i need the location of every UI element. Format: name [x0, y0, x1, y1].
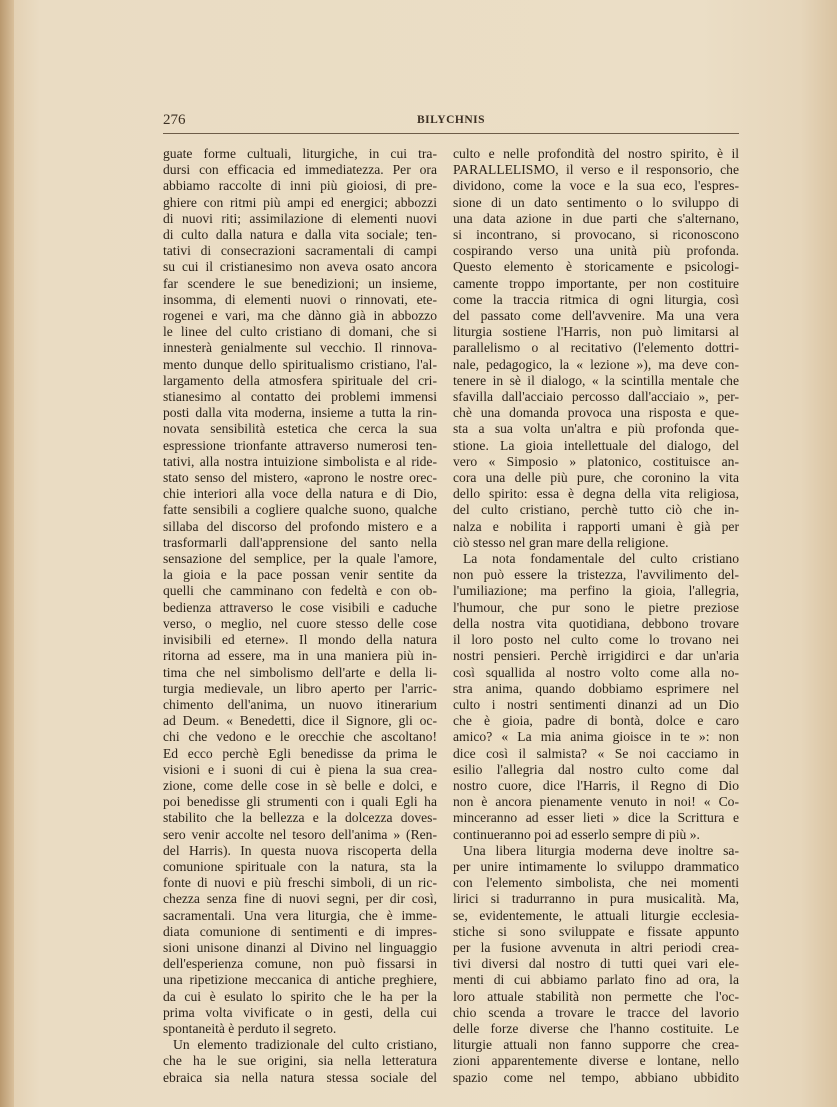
text-line: dice così il salmista? « Se noi cacciamo in [453, 745, 739, 761]
text-line: stato senso del mistero, «aprono le nostre orec- [163, 470, 437, 486]
text-line: guate forme cultuali, liturgiche, in cui tra- [163, 146, 437, 161]
text-line: insomma, di elementi nuovi o rinnovati, ete- [163, 291, 437, 307]
text-line: cospirando verso una unità più profonda. [453, 243, 739, 259]
text-line: bedienza attraverso le cose visibili e caduche [163, 599, 437, 615]
text-line: liturgie attuali non fanno supporre che crea- [453, 1037, 739, 1053]
text-line: poi benedisse gli strumenti con i quali Egli ha [163, 794, 437, 810]
text-line: l'umiliazione; ma perfino la gioia, l'allegria, [453, 583, 739, 599]
text-line: della nostra vita quotidiana, debbono trovare [453, 615, 739, 631]
text-line: nale, pedagogico, la « lezione »), ma deve con- [453, 356, 739, 372]
text-line: sacramentali. Una vera liturgia, che è imme- [163, 907, 437, 923]
text-line: dursi con efficacia ed immediatezza. Per ora [163, 162, 437, 178]
text-line: fonte di nuovi e più freschi simboli, di un ric- [163, 875, 437, 891]
text-line: così squallida al nostro volto come alla no- [453, 664, 739, 680]
text-line: una data azione in due parti che s'alternano, [453, 210, 739, 226]
text-line: una ripetizione meccanica di antiche preghiere, [163, 972, 437, 988]
text-line: liturgia sostiene l'Harris, non può limitarsi al [453, 324, 739, 340]
text-line: stra anima, quando dobbiamo esprimere nel [453, 680, 739, 696]
text-line: fatte sensibili a cogliere qualche suono, qualche [163, 502, 437, 518]
text-line: chè una domanda provoca una risposta e que- [453, 405, 739, 421]
text-line: dello spirito: essa è degna della vita religiosa, [453, 486, 739, 502]
text-line: culto i nostri sentimenti dinanzi ad un Dio [453, 696, 739, 712]
page-binding-edge [0, 0, 14, 1107]
text-line: ciò stesso nel gran mare della religione. [453, 534, 669, 550]
text-line: tativi, alla nostra intuizione simbolista e al ride- [163, 453, 437, 469]
text-line: spontaneità è perduto il segreto. [163, 1020, 337, 1036]
text-line: tima che nel simbolismo dell'arte e della li- [163, 664, 437, 680]
text-line: ghiere con ritmi più ampi ed energici; abbozzi [163, 194, 437, 210]
text-line: l'humour, che pur sono le pietre preziose [453, 599, 739, 615]
text-line: stiche si sono sviluppate e fissate appunto [453, 923, 739, 939]
text-line: di culto dalla natura e dalla vita sociale; ten- [163, 227, 437, 243]
text-line: cora una delle più pure, che coronino la vita [453, 470, 739, 486]
text-line: dell'esperienza comune, non può fissarsi in [163, 956, 437, 972]
text-line: parallelismo o al recitativo (l'elemento dottri- [453, 340, 739, 356]
header-rule [163, 133, 739, 134]
text-line: non può essere la tristezza, l'avvilimento del- [453, 567, 739, 583]
text-line: amico? « La mia anima gioisce in te »: non [453, 729, 739, 745]
text-line: culto e nelle profondità del nostro spirito, è il [453, 146, 739, 161]
left-text-column [163, 146, 437, 1086]
text-line: sillaba del discorso del profondo mistero e a [163, 518, 437, 534]
text-line: Un elemento tradizionale del culto cristiano, [173, 1037, 437, 1053]
text-line: espressione trionfante attraverso numerosi ten- [163, 437, 437, 453]
text-line: Ed ecco perchè Egli benedisse da prima le [163, 745, 437, 761]
text-line: PARALLELISMO, il verso e il responsorio, che [453, 162, 739, 178]
text-line: menti di cui abbiamo parlato fino ad ora, la [453, 972, 739, 988]
text-line: ad Deum. « Benedetti, dice il Signore, gli oc- [163, 713, 437, 729]
text-line: lirici si tradurranno in pura musicalità. Ma, [453, 891, 739, 907]
text-line: vero « Simposio » platonico, costituisce an- [453, 453, 739, 469]
page-number: 276 [163, 112, 186, 128]
text-line: che è gioia, padre di bontà, dolce e caro [453, 713, 739, 729]
text-line: turgia medievale, un libro aperto per l'arric- [163, 680, 437, 696]
text-line: diata comunione di sentimenti e di impres- [163, 923, 437, 939]
text-line: tativi di consecrazioni sacramentali di campi [163, 243, 437, 259]
text-line: del passato come dell'avvenire. Ma una vera [453, 308, 739, 324]
text-line: le linee del culto cristiano di domani, che si [163, 324, 437, 340]
text-line: innesterà genialmente sul vecchio. Il rinnova- [163, 340, 437, 356]
text-line: tenere in sè il dialogo, « la scintilla mentale che [453, 372, 739, 388]
text-line: sensazione del semplice, per la quale l'amore, [163, 551, 437, 567]
text-line: dividono, come la voce e la sua eco, l'espres- [453, 178, 739, 194]
text-line: si incontrano, si provocano, si riconoscono [453, 227, 739, 243]
text-line: non è ancora pienamente venuto in noi! « Co- [453, 794, 739, 810]
text-line: verso, o meglio, nel cuore stesso delle cose [163, 615, 437, 631]
text-line: zione, come delle cose in sè belle e dolci, e [163, 777, 437, 793]
text-line: tivi diversi dal nostro di tutti quei vari ele- [453, 956, 739, 972]
text-line: per unire intimamente lo sviluppo drammatico [453, 858, 739, 874]
page-header [163, 112, 739, 134]
text-line: sero venir accolte nel tesoro dell'anima » (Ren- [163, 826, 437, 842]
text-line: nostri pensieri. Perchè irrigidirci e dar un'aria [453, 648, 739, 664]
text-line: stabilito che la bellezza e la dolcezza doves- [163, 810, 437, 826]
text-line: novata sensibilità estetica che cerca la sua [163, 421, 437, 437]
text-line: minceranno ad esser lieti » dice la Scrittura e [453, 810, 739, 826]
text-line: ebraica sia nella natura stessa sociale del [163, 1069, 437, 1085]
text-line: del culto cristiano, perchè tutto ciò che in- [453, 502, 739, 518]
right-text-column [453, 146, 739, 1086]
text-line: trasformarli dall'apprensione del santo nella [163, 534, 437, 550]
text-line: il loro posto nel culto come lo trovano nei [453, 632, 739, 648]
text-line: come la traccia ritmica di ogni liturgia, così [453, 291, 739, 307]
text-line: La nota fondamentale del culto cristiano [463, 551, 739, 567]
text-line: sioni unisone dinanzi al Divino nel linguaggio [163, 939, 437, 955]
text-line: nalza e nobilita i rapporti umani è già per [453, 518, 739, 534]
text-line: che ha le sue origini, sia nella letteratura [163, 1053, 437, 1069]
text-line: su cui il cristianesimo non aveva osato ancora [163, 259, 437, 275]
text-line: posti dalla vita moderna, insieme a tutta la rin- [163, 405, 437, 421]
text-line: chezza senza fine di nuovi segni, per dir così, [163, 891, 437, 907]
text-line: del Harris). In questa nuova riscoperta della [163, 842, 437, 858]
text-line: chie interiori alla voce della natura e di Dio, [163, 486, 437, 502]
text-line: esilio l'allegria dal nostro culto come dal [453, 761, 739, 777]
text-line: far scendere le sue benedizioni; un insieme, [163, 275, 437, 291]
text-line: delle forze diverse che l'hanno costituite. Le [453, 1020, 739, 1036]
text-line: largamento della atmosfera spirituale del cri- [163, 372, 437, 388]
text-line: prima volta vivificate o in gesti, della cui [163, 1004, 437, 1020]
text-line: per la fusione avvenuta in altri periodi crea- [453, 939, 739, 955]
text-line: chi che vedono e le orecchie che ascoltano! [163, 729, 437, 745]
text-line: mento dunque dello spiritualismo cristiano, l'al- [163, 356, 437, 372]
text-line: nostro cuore, dice l'Harris, il Regno di Dio [453, 777, 739, 793]
text-line: zioni apparentemente diverse e lontane, nello [453, 1053, 739, 1069]
text-line: comunione spirituale con la natura, sta la [163, 858, 437, 874]
text-line: da cui è esulato lo spirito che le ha per la [163, 988, 437, 1004]
text-line: stianesimo al contatto dei problemi immensi [163, 389, 437, 405]
running-head: BILYCHNIS [417, 114, 485, 126]
text-line: se, evidentemente, le attuali liturgie ecclesia- [453, 907, 739, 923]
text-line: Una libera liturgia moderna deve inoltre sa- [463, 842, 739, 858]
text-line: Questo elemento è storicamente e psicologi- [453, 259, 739, 275]
text-line: rogenei e vari, ma che dànno già in abbozzo [163, 308, 437, 324]
text-line: continueranno poi ad esserlo sempre di più ». [453, 826, 700, 842]
text-line: visioni e i suoni di cui è piena la sua crea- [163, 761, 437, 777]
text-line: con l'elemento simbolista, che nei momenti [453, 875, 739, 891]
text-line: la gioia e la pace possan venir sentite da [163, 567, 437, 583]
text-line: invisibili ed eterne». Il mondo della natura [163, 632, 437, 648]
text-line: stione. La gioia intellettuale del dialogo, del [453, 437, 739, 453]
text-line: di nuovi riti; assimilazione di elementi nuovi [163, 210, 437, 226]
text-line: sfavilla dall'acciaio percosso dall'acciaio », per- [453, 389, 739, 405]
text-line: sta a sua volta un'altra e più profonda que- [453, 421, 739, 437]
text-line: ritorna ad essere, ma in una maniera più in- [163, 648, 437, 664]
text-line: camente troppo importante, per non costituire [453, 275, 739, 291]
text-line: abbiamo raccolte di inni più gioiosi, di pre- [163, 178, 437, 194]
text-line: chio scenda a trovare le tracce del lavorio [453, 1004, 739, 1020]
text-line: spazio come nel tempo, abbiano ubbidito [453, 1069, 739, 1085]
text-line: sione di un dato sentimento o lo sviluppo di [453, 194, 739, 210]
text-line: chimento dell'anima, un nuovo itinerarium [163, 696, 437, 712]
text-line: quelli che camminano con fedeltà e con ob- [163, 583, 437, 599]
text-line: loro attuale stabilità non permette che l'oc- [453, 988, 739, 1004]
